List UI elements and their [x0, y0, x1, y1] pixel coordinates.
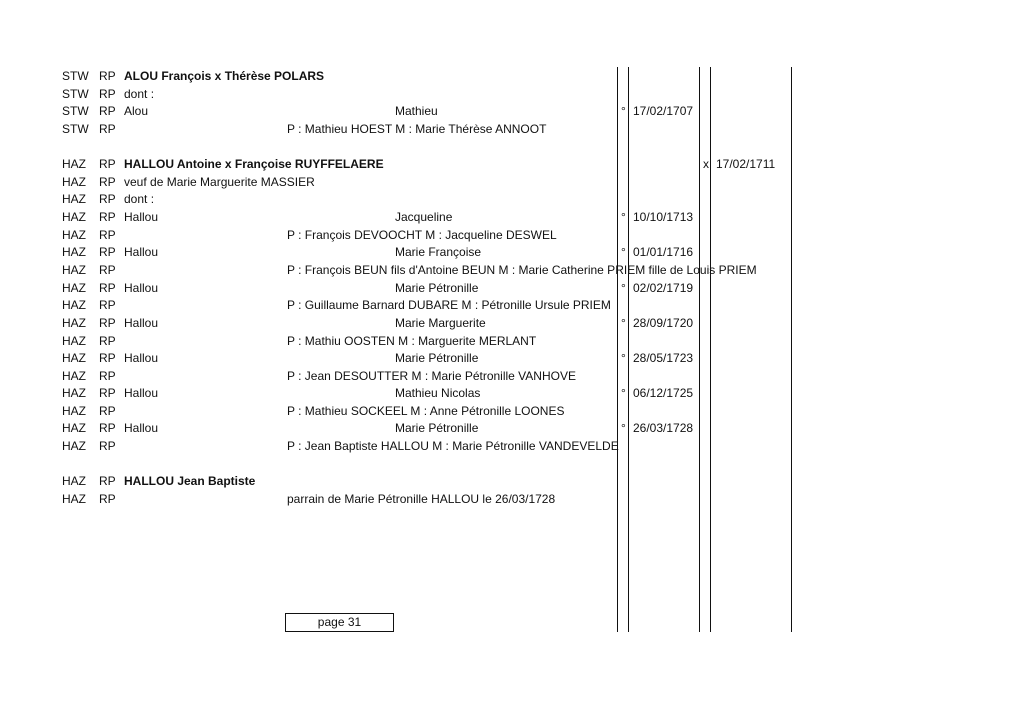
person-name: dont :	[124, 87, 155, 101]
godparents-note: P : François DEVOOCHT M : Jacqueline DESWEL	[287, 228, 557, 242]
first-name: Marie Pétronille	[395, 281, 479, 295]
marriage-date: 17/02/1711	[716, 157, 776, 171]
godparents-note: parrain de Marie Pétronille HALLOU le 26/03/1728	[287, 492, 556, 506]
baptism-symbol: °	[621, 281, 626, 295]
register-code: RP	[99, 421, 116, 435]
table-row	[0, 226, 1024, 244]
baptism-symbol: °	[621, 104, 626, 118]
first-name: Marie Pétronille	[395, 351, 479, 365]
register-code: RP	[99, 192, 116, 206]
source-code: STW	[62, 122, 89, 136]
table-row	[0, 332, 1024, 350]
person-name: Alou	[124, 104, 149, 118]
godparents-note: P : François BEUN fils d'Antoine BEUN M : Marie Catherine PRIEM fille de Louis PRIEM	[287, 263, 757, 277]
source-code: HAZ	[62, 263, 86, 277]
person-name: HALLOU Antoine x Françoise RUYFFELAERE	[124, 157, 384, 171]
source-code: HAZ	[62, 175, 86, 189]
person-name: veuf de Marie Marguerite MASSIER	[124, 175, 315, 189]
table-row	[0, 67, 1024, 85]
baptism-date: 28/09/1720	[633, 316, 694, 330]
table-row	[0, 419, 1024, 437]
table-row	[0, 173, 1024, 191]
godparents-note: P : Mathiu OOSTEN M : Marguerite MERLANT	[287, 334, 537, 348]
baptism-symbol: °	[621, 421, 626, 435]
source-code: HAZ	[62, 492, 86, 506]
table-row	[0, 367, 1024, 385]
register-code: RP	[99, 298, 116, 312]
register-code: RP	[99, 210, 116, 224]
register-code: RP	[99, 316, 116, 330]
register-code: RP	[99, 492, 116, 506]
baptism-date: 10/10/1713	[633, 210, 694, 224]
godparents-note: P : Jean DESOUTTER M : Marie Pétronille VANHOVE	[287, 369, 576, 383]
source-code: STW	[62, 87, 89, 101]
source-code: HAZ	[62, 192, 86, 206]
person-name: HALLOU Jean Baptiste	[124, 474, 256, 488]
first-name: Mathieu Nicolas	[395, 386, 481, 400]
person-name: Hallou	[124, 316, 159, 330]
first-name: Marie Françoise	[395, 245, 482, 259]
table-row	[0, 490, 1024, 508]
source-code: HAZ	[62, 210, 86, 224]
source-code: HAZ	[62, 228, 86, 242]
person-name: Hallou	[124, 245, 159, 259]
register-code: RP	[99, 245, 116, 259]
register-code: RP	[99, 175, 116, 189]
first-name: Jacqueline	[395, 210, 453, 224]
table-row	[0, 155, 1024, 173]
register-code: RP	[99, 69, 116, 83]
godparents-note: P : Mathieu HOEST M : Marie Thérèse ANNOOT	[287, 122, 547, 136]
source-code: HAZ	[62, 334, 86, 348]
source-code: HAZ	[62, 421, 86, 435]
table-row	[0, 384, 1024, 402]
godparents-note: P : Guillaume Barnard DUBARE M : Pétronille Ursule PRIEM	[287, 298, 611, 312]
source-code: STW	[62, 69, 89, 83]
godparents-note: P : Mathieu SOCKEEL M : Anne Pétronille LOONES	[287, 404, 565, 418]
table-row	[0, 349, 1024, 367]
source-code: HAZ	[62, 245, 86, 259]
baptism-symbol: °	[621, 386, 626, 400]
source-code: HAZ	[62, 369, 86, 383]
table-row	[0, 208, 1024, 226]
person-name: Hallou	[124, 351, 159, 365]
register-code: RP	[99, 474, 116, 488]
source-code: HAZ	[62, 474, 86, 488]
baptism-date: 26/03/1728	[633, 421, 694, 435]
register-code: RP	[99, 104, 116, 118]
table-row	[0, 437, 1024, 455]
table-row	[0, 472, 1024, 490]
baptism-symbol: °	[621, 210, 626, 224]
source-code: HAZ	[62, 439, 86, 453]
baptism-date: 17/02/1707	[633, 104, 694, 118]
person-name: Hallou	[124, 421, 159, 435]
table-row	[0, 120, 1024, 138]
register-code: RP	[99, 369, 116, 383]
first-name: Marie Pétronille	[395, 421, 479, 435]
register-code: RP	[99, 404, 116, 418]
register-code: RP	[99, 157, 116, 171]
baptism-symbol: °	[621, 351, 626, 365]
register-code: RP	[99, 439, 116, 453]
source-code: HAZ	[62, 298, 86, 312]
register-code: RP	[99, 334, 116, 348]
baptism-symbol: °	[621, 245, 626, 259]
table-row	[0, 261, 1024, 279]
register-code: RP	[99, 351, 116, 365]
person-name: Hallou	[124, 281, 159, 295]
source-code: STW	[62, 104, 89, 118]
marriage-symbol: x	[703, 157, 709, 171]
table-row	[0, 296, 1024, 314]
table-row	[0, 102, 1024, 120]
table-row	[0, 243, 1024, 261]
table-row	[0, 279, 1024, 297]
source-code: HAZ	[62, 157, 86, 171]
source-code: HAZ	[62, 351, 86, 365]
table-row	[0, 190, 1024, 208]
register-code: RP	[99, 87, 116, 101]
first-name: Mathieu	[395, 104, 438, 118]
person-name: dont :	[124, 192, 155, 206]
table-row	[0, 85, 1024, 103]
source-code: HAZ	[62, 404, 86, 418]
register-code: RP	[99, 228, 116, 242]
register-code: RP	[99, 281, 116, 295]
page-number: page 31	[317, 615, 362, 629]
first-name: Marie Marguerite	[395, 316, 486, 330]
baptism-date: 06/12/1725	[633, 386, 694, 400]
register-code: RP	[99, 263, 116, 277]
baptism-date: 01/01/1716	[633, 245, 694, 259]
page-number-box	[285, 613, 394, 632]
source-code: HAZ	[62, 316, 86, 330]
person-name: ALOU François x Thérèse POLARS	[124, 69, 325, 83]
source-code: HAZ	[62, 386, 86, 400]
baptism-date: 28/05/1723	[633, 351, 694, 365]
baptism-symbol: °	[621, 316, 626, 330]
table-row	[0, 402, 1024, 420]
godparents-note: P : Jean Baptiste HALLOU M : Marie Pétronille VANDEVELDE	[287, 439, 619, 453]
register-code: RP	[99, 122, 116, 136]
person-name: Hallou	[124, 210, 159, 224]
baptism-date: 02/02/1719	[633, 281, 694, 295]
table-row	[0, 314, 1024, 332]
person-name: Hallou	[124, 386, 159, 400]
register-code: RP	[99, 386, 116, 400]
source-code: HAZ	[62, 281, 86, 295]
